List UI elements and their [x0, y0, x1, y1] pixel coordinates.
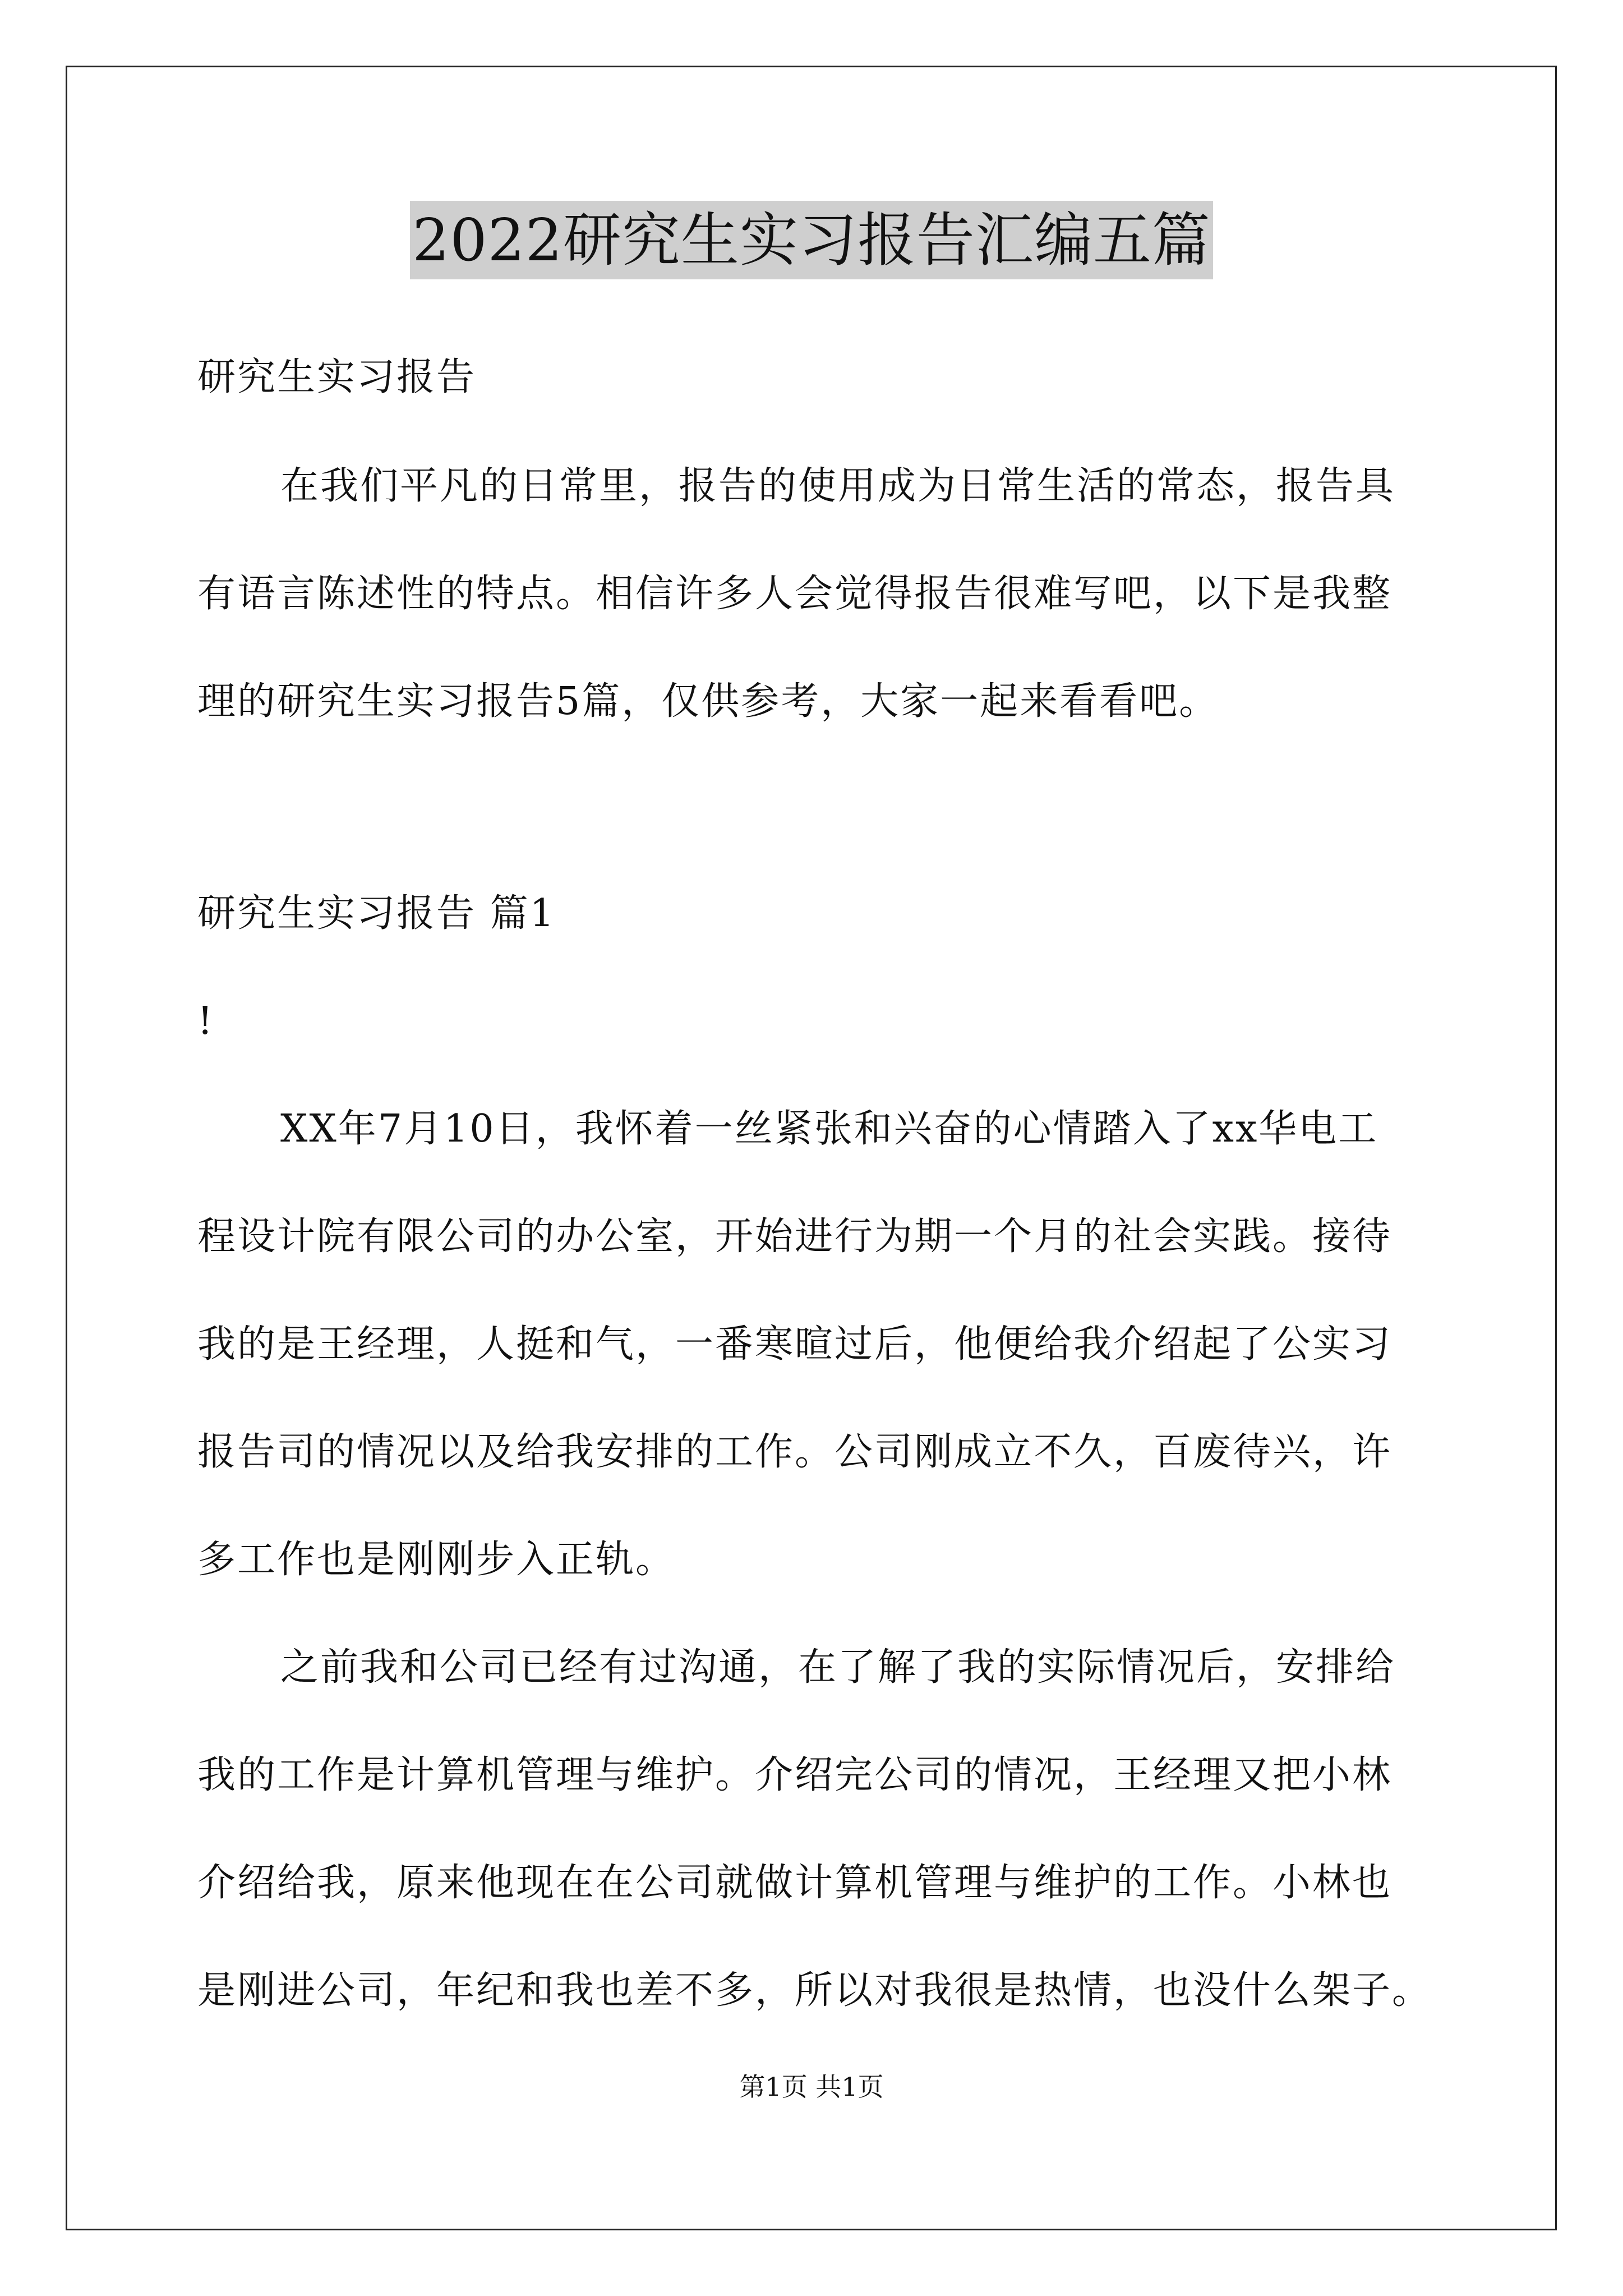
intro-heading: 研究生实习报告: [197, 355, 477, 399]
para2-line: 介绍给我，原来他现在在公司就做计算机管理与维护的工作。小林也: [197, 1861, 1393, 1905]
para2-line: 我的工作是计算机管理与维护。介绍完公司的情况，王经理又把小林: [197, 1753, 1393, 1797]
intro-line: 有语言陈述性的特点。相信许多人会觉得报告很难写吧，以下是我整: [197, 572, 1393, 616]
para1-line: XX年7月10日，我怀着一丝紧张和兴奋的心情踏入了xx华电工: [280, 1107, 1378, 1151]
section-heading: 研究生实习报告 篇1: [197, 891, 556, 936]
page-footer: 第1页 共1页: [739, 2072, 884, 2102]
intro-line: 在我们平凡的日常里，报告的使用成为日常生活的常态，报告具: [280, 464, 1396, 508]
para1-line: 多工作也是刚刚步入正轨。: [197, 1538, 676, 1582]
document-title: 2022研究生实习报告汇编五篇: [410, 201, 1213, 279]
intro-line: 理的研究生实习报告5篇，仅供参考，大家一起来看看吧。: [197, 679, 1219, 724]
para1-line: 我的是王经理，人挺和气，一番寒暄过后，他便给我介绍起了公实习: [197, 1322, 1393, 1366]
title-block: [0, 201, 1623, 279]
para1-line: 报告司的情况以及给我安排的工作。公司刚成立不久，百废待兴，许: [197, 1430, 1393, 1474]
exclamation-mark: !: [197, 999, 215, 1043]
para2-line: 是刚进公司，年纪和我也差不多，所以对我很是热情，也没什么架子。: [197, 1968, 1432, 2013]
para1-line: 程设计院有限公司的办公室，开始进行为期一个月的社会实践。接待: [197, 1214, 1393, 1259]
para2-line: 之前我和公司已经有过沟通，在了解了我的实际情况后，安排给: [280, 1645, 1396, 1690]
